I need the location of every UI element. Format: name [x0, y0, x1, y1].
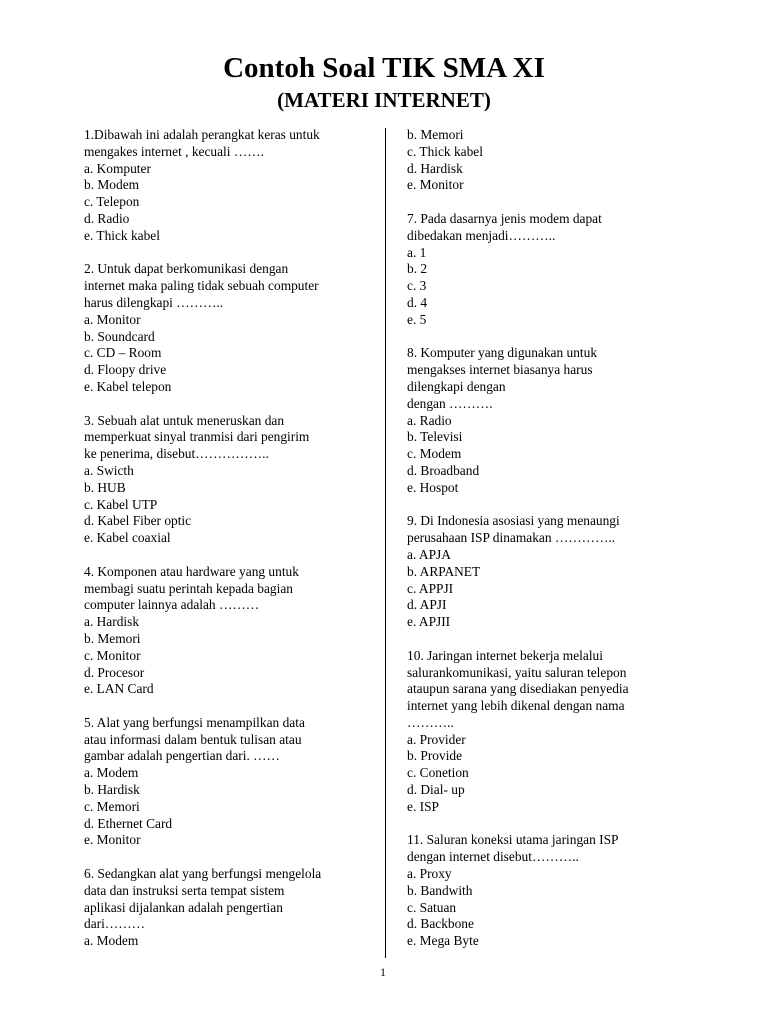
- answer-option: d. Hardisk: [407, 160, 463, 176]
- page-subtitle: (MATERI INTERNET): [277, 88, 491, 112]
- answer-option: b. Modem: [84, 177, 140, 193]
- answer-option: e. Thick kabel: [84, 227, 160, 243]
- answer-option: d. Ethernet Card: [84, 815, 173, 831]
- question-text: 7. Pada dasarnya jenis modem dapat dibedakan menjadi………..: [407, 210, 602, 243]
- answer-option: b. Provide: [407, 748, 463, 764]
- question-block: [84, 715, 374, 849]
- answer-option: c. Modem: [407, 446, 462, 462]
- answer-option: a. Radio: [407, 412, 452, 428]
- question-block: [84, 127, 374, 245]
- answer-option: e. 5: [407, 311, 427, 327]
- answer-option: d. Floopy drive: [84, 362, 167, 378]
- question-text: 2. Untuk dapat berkomunikasi dengan internet maka paling tidak sebuah computer harus dilengkapi ………..: [84, 261, 319, 310]
- question-block: [84, 866, 374, 950]
- answer-option: e. LAN Card: [84, 681, 154, 697]
- question-block: [84, 413, 374, 547]
- column-divider: [385, 128, 386, 958]
- question-text: 5. Alat yang berfungsi menampilkan data atau informasi dalam bentuk tulisan atau gambar adalah pengertian dari. ……: [84, 714, 305, 764]
- question-text: 4. Komponen atau hardware yang untuk membagi suatu perintah kepada bagian computer lainnya adalah ………: [84, 563, 299, 613]
- answer-option: d. APJI: [407, 597, 447, 613]
- page-title: Contoh Soal TIK SMA XI: [223, 52, 545, 84]
- answer-option: c. Conetion: [407, 765, 469, 781]
- question-text: 8. Komputer yang digunakan untuk mengakses internet biasanya harus dilengkapi dengan dengan ……….: [407, 345, 598, 411]
- answer-option: c. CD – Room: [84, 345, 162, 361]
- left-column: [84, 127, 374, 967]
- answer-option: d. Procesor: [84, 664, 145, 680]
- answer-option: e. Mega Byte: [407, 933, 479, 949]
- answer-option: e. Monitor: [407, 177, 464, 193]
- answer-option: b. 2: [407, 261, 428, 277]
- page-number: 1: [380, 965, 386, 979]
- answer-option: e. Monitor: [84, 832, 141, 848]
- answer-option: c. Telepon: [84, 194, 140, 210]
- question-block: [407, 127, 707, 194]
- answer-option: d. Kabel Fiber optic: [84, 513, 192, 529]
- question-text: 11. Saluran koneksi utama jaringan ISP dengan internet disebut………..: [407, 832, 619, 865]
- answer-option: c. APPJI: [407, 580, 454, 596]
- answer-option: a. Monitor: [84, 311, 141, 327]
- question-block: [407, 513, 707, 631]
- question-block: [407, 648, 707, 816]
- answer-option: d. Radio: [84, 210, 130, 226]
- answer-option: d. 4: [407, 294, 428, 310]
- answer-option: d. Broadband: [407, 462, 480, 478]
- answer-option: c. Thick kabel: [407, 143, 483, 159]
- question-block: [407, 345, 707, 496]
- answer-option: a. APJA: [407, 546, 451, 562]
- answer-option: a. Modem: [84, 933, 139, 949]
- question-text: 9. Di Indonesia asosiasi yang menaungi perusahaan ISP dinamakan …………..: [407, 513, 620, 546]
- answer-option: d. Backbone: [407, 916, 474, 932]
- answer-option: a. Proxy: [407, 866, 452, 882]
- question-block: [407, 832, 707, 950]
- answer-option: a. Modem: [84, 765, 139, 781]
- answer-option: c. Memori: [84, 798, 140, 814]
- answer-option: c. 3: [407, 278, 427, 294]
- right-column: [407, 127, 707, 967]
- answer-option: b. HUB: [84, 479, 126, 495]
- question-text: 6. Sedangkan alat yang berfungsi mengelola data dan instruksi serta tempat sistem aplikasi dijalankan adalah pengertian dari………: [84, 866, 322, 932]
- answer-option: c. Monitor: [84, 647, 141, 663]
- question-block: [84, 564, 374, 698]
- answer-option: e. Hospot: [407, 479, 459, 495]
- question-block: [407, 211, 707, 329]
- answer-option: b. ARPANET: [407, 563, 481, 579]
- answer-option: e. Kabel telepon: [84, 378, 172, 394]
- answer-option: c. Kabel UTP: [84, 496, 158, 512]
- answer-option: c. Satuan: [407, 899, 457, 915]
- answer-option: a. 1: [407, 244, 427, 260]
- question-block: [84, 261, 374, 395]
- answer-option: e. Kabel coaxial: [84, 530, 171, 546]
- answer-option: a. Hardisk: [84, 614, 140, 630]
- answer-option: e. APJII: [407, 614, 451, 630]
- answer-option: b. Hardisk: [84, 782, 140, 798]
- answer-option: b. Memori: [84, 630, 141, 646]
- question-text: 10. Jaringan internet bekerja melalui salurankomunikasi, yaitu saluran telepon ataupun sarana yang disediakan penyedia internet yang lebih dikenal dengan nama ………..: [407, 647, 629, 730]
- answer-option: b. Memori: [407, 127, 464, 142]
- answer-option: b. Bandwith: [407, 882, 473, 898]
- answer-option: a. Komputer: [84, 160, 151, 176]
- answer-option: b. Soundcard: [84, 328, 155, 344]
- question-text: 3. Sebuah alat untuk meneruskan dan memperkuat sinyal tranmisi dari pengirim ke penerima, disebut……………..: [84, 412, 310, 462]
- answer-option: a. Swicth: [84, 462, 134, 478]
- answer-option: b. Televisi: [407, 429, 463, 445]
- answer-option: a. Provider: [407, 731, 466, 747]
- answer-option: e. ISP: [407, 798, 439, 814]
- answer-option: d. Dial- up: [407, 782, 465, 798]
- question-text: 1.Dibawah ini adalah perangkat keras untuk mengakes internet , kecuali …….: [84, 127, 320, 159]
